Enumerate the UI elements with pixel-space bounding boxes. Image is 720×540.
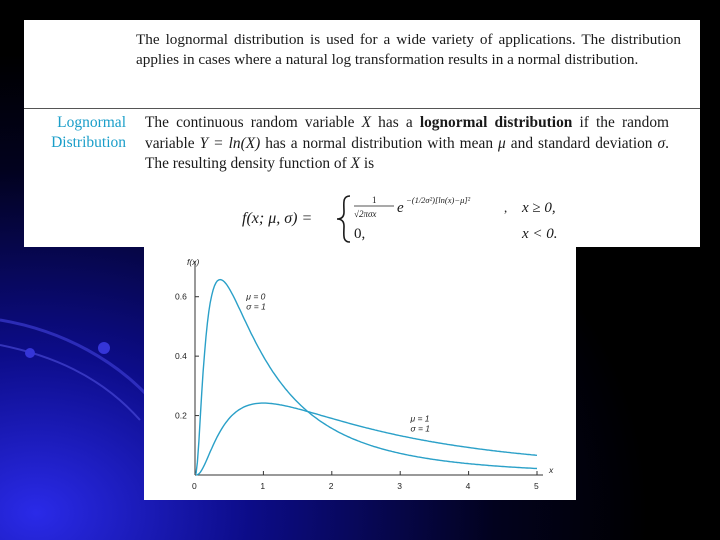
defn-mu: μ bbox=[498, 134, 506, 152]
x-tick-label-4: 4 bbox=[465, 481, 471, 491]
y-tick-label-0.4: 0.4 bbox=[175, 351, 187, 362]
defn-part3: if the random variable bbox=[145, 114, 669, 152]
density-chart bbox=[144, 247, 576, 500]
density-formula bbox=[242, 190, 572, 246]
defn-part7: is bbox=[360, 155, 375, 172]
x-tick-label-2: 2 bbox=[328, 481, 334, 491]
defn-part5: and standard deviation bbox=[505, 134, 658, 152]
legend-series-0-sigma: σ = 1 bbox=[246, 301, 266, 312]
x-axis-label: x bbox=[549, 465, 554, 475]
defn-y-eq: Y = ln(X) bbox=[199, 134, 261, 152]
defn-sigma: σ bbox=[657, 134, 666, 152]
formula-brace bbox=[337, 196, 350, 242]
x-tick-label-1: 1 bbox=[260, 481, 266, 491]
formula-cond2: x < 0. bbox=[522, 226, 558, 242]
formula-exponent: −(1/2σ²)[ln(x)−μ]² bbox=[406, 195, 471, 205]
definition-paragraph bbox=[145, 113, 669, 175]
x-tick-label-0: 0 bbox=[192, 481, 197, 491]
formula-cond1: x ≥ 0, bbox=[522, 200, 556, 216]
formula-lhs: f(x; μ, σ) = bbox=[242, 210, 313, 227]
defn-part6: . The resulting density function of bbox=[145, 134, 669, 172]
legend-series-1-sigma: σ = 1 bbox=[410, 423, 431, 434]
formula-e: e bbox=[397, 200, 404, 216]
defn-term: lognormal distribution bbox=[419, 114, 573, 131]
legend-series-1-mu: μ = 1 bbox=[410, 413, 430, 424]
y-axis-label: f(x) bbox=[187, 257, 200, 267]
formula-coef-num: 1 bbox=[372, 195, 377, 205]
legend-series-0-mu: μ = 0 bbox=[246, 291, 266, 302]
chart-svg bbox=[144, 247, 576, 500]
defn-part2: has a bbox=[371, 114, 420, 131]
formula-coef-den: √2πσx bbox=[354, 209, 377, 219]
margin-label-line1: Lognormal bbox=[57, 114, 126, 131]
y-tick-label-0.6: 0.6 bbox=[175, 291, 187, 302]
x-tick-label-5: 5 bbox=[534, 481, 539, 491]
defn-var-x: X bbox=[361, 114, 372, 131]
defn-part4: has a normal distribution with mean bbox=[260, 134, 499, 152]
defn-var-x2: X bbox=[350, 155, 361, 172]
defn-part1: The continuous random variable bbox=[145, 114, 362, 131]
formula-case2: 0, bbox=[354, 226, 366, 242]
x-tick-label-3: 3 bbox=[397, 481, 402, 491]
series-line-1 bbox=[196, 403, 537, 475]
definition-margin-label bbox=[51, 113, 126, 153]
textbook-excerpt bbox=[24, 20, 700, 247]
intro-paragraph: The lognormal distribution is used for a wide variety of applications. The distribution applies in cases where a natural log transformation results in a normal distribution. bbox=[136, 31, 681, 68]
formula-sep: , bbox=[504, 200, 508, 215]
section-divider bbox=[24, 108, 700, 109]
margin-label-line2: Distribution bbox=[51, 134, 126, 151]
y-tick-label-0.2: 0.2 bbox=[175, 410, 187, 421]
